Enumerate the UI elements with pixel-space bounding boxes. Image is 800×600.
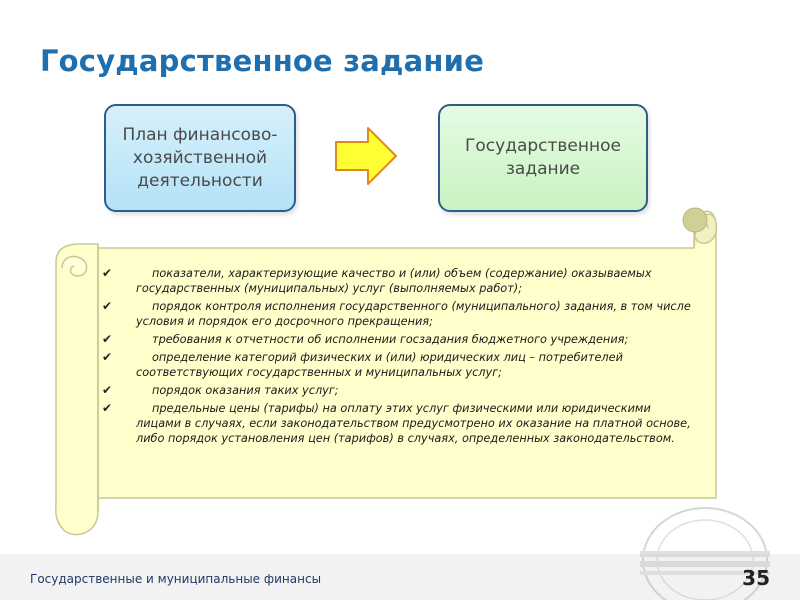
list-item: ✔ порядок оказания таких услуг; [102, 383, 339, 397]
checkmark-icon: ✔ [102, 401, 113, 415]
page-number: 35 [742, 566, 770, 590]
page-title: Государственное задание [40, 44, 485, 78]
checkmark-icon: ✔ [102, 299, 113, 313]
list-item: ✔ определение категорий физических и (или) юридических лиц – потребителей соответствующих государственных и муниципальных услуг; [102, 350, 623, 379]
list-item: ✔ предельные цены (тарифы) на оплату этих услуг физическими или юридическими лицами в случаях, если законодательством предусмотрено их оказание на платной основе, либо порядок установления цен (тарифов) в случаях, определенных законодательством. [102, 401, 691, 445]
checkmark-icon: ✔ [102, 350, 113, 364]
plan-box-label: План финансово-хозяйственной деятельности [122, 124, 278, 191]
checkmark-icon: ✔ [102, 332, 113, 346]
checkmark-icon: ✔ [102, 383, 113, 397]
list-item: ✔ порядок контроля исполнения государственного (муниципального) задания, в том числе условия и порядок его досрочного прекращения; [102, 299, 691, 328]
task-box-label: Государственное задание [465, 136, 621, 179]
requirements-list [102, 266, 696, 449]
checkmark-icon: ✔ [102, 266, 113, 280]
list-item: ✔ требования к отчетности об исполнении госзадания бюджетного учреждения; [102, 332, 629, 346]
list-item: ✔ показатели, характеризующие качество и (или) объем (содержание) оказываемых государственных (муниципальных) услуг (выполняемых работ); [102, 266, 652, 295]
footer-text: Государственные и муниципальные финансы [30, 572, 322, 586]
